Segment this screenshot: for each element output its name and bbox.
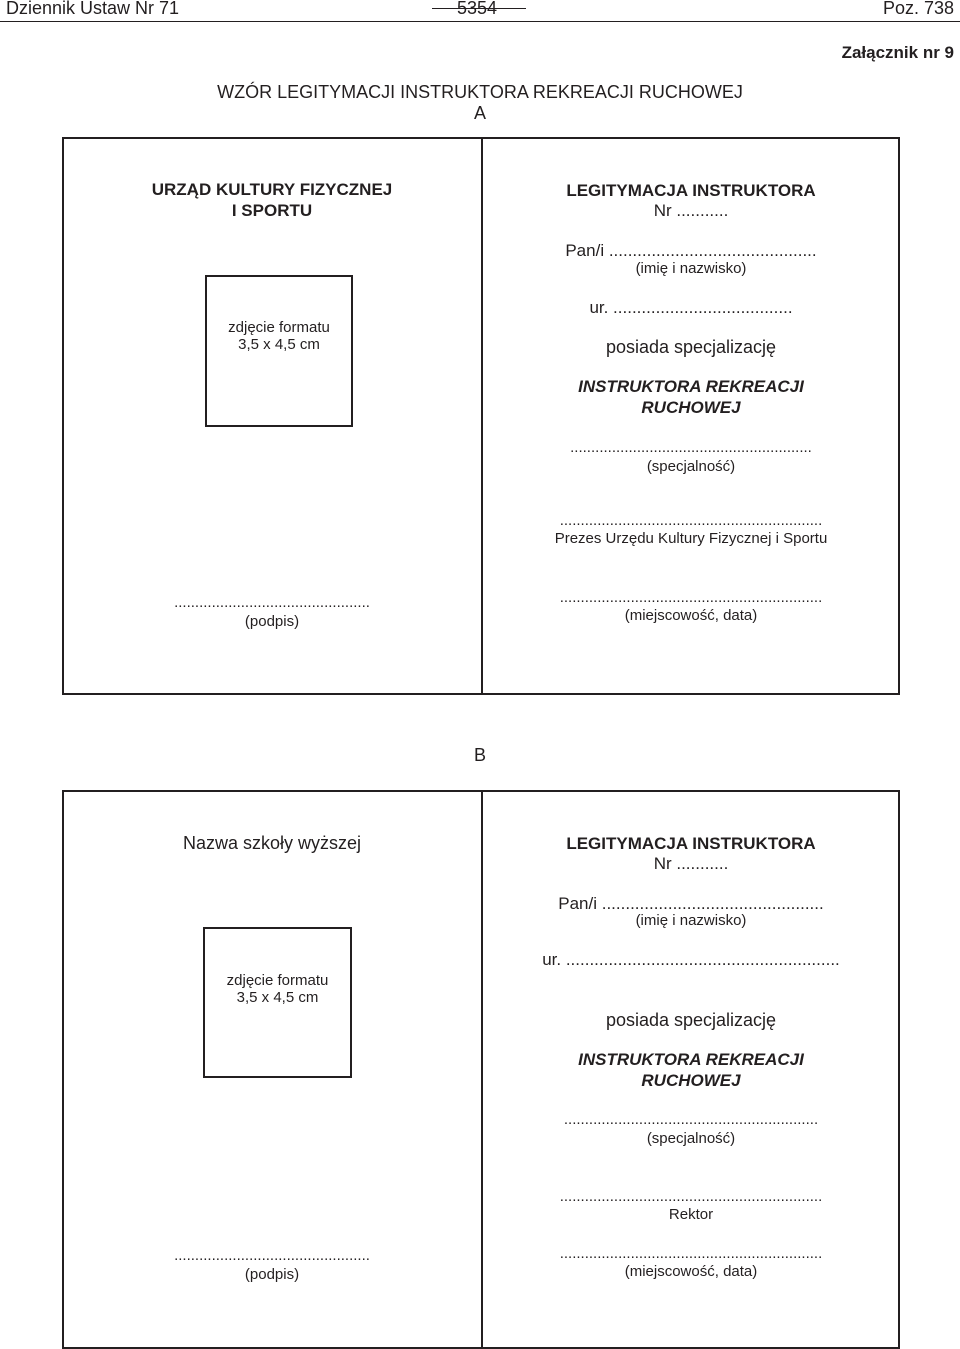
card-b-place-date-label: (miejscowość, data) (624, 1263, 758, 1280)
card-b-name-label: (imię i nazwisko) (635, 912, 747, 929)
card-b-specialization-line2: RUCHOWEJ (641, 1071, 741, 1090)
card-a-president-dots: ............................................................... (559, 512, 823, 529)
card-a-place-date-label: (miejscowość, data) (624, 607, 758, 624)
card-a-photo-size: 3,5 x 4,5 cm (238, 336, 320, 353)
header-dash-right (478, 8, 526, 9)
card-b-place-date-dots: ............................................................... (559, 1245, 823, 1262)
section-label-b: B (473, 745, 486, 765)
card-a-signature-dots: ............................................... (174, 594, 370, 611)
card-b-card-title: LEGITYMACJA INSTRUKTORA (566, 834, 816, 853)
card-b-photo-format: zdjęcie formatu (226, 972, 329, 989)
card-b-number: Nr ........... (653, 854, 729, 873)
card-a-specialty-dots: .......................................................... (570, 439, 812, 456)
card-a-birth-line: ur. ...................................... (589, 298, 793, 317)
card-a-issuer-line2: I SPORTU (231, 201, 313, 220)
card-a-specialization-line1: INSTRUKTORA REKREACJI (578, 377, 804, 396)
position-number: Poz. 738 (882, 0, 954, 18)
card-a-photo-format: zdjęcie formatu (228, 319, 330, 336)
card-a-specialty-label: (specjalność) (646, 458, 736, 475)
card-a-holds-specialization: posiada specjalizację (605, 337, 777, 357)
card-b-rector-label: Rektor (668, 1206, 714, 1223)
card-a-number: Nr ........... (653, 201, 729, 220)
card-b-signature-label: (podpis) (244, 1266, 300, 1283)
card-a-president-label: Prezes Urzędu Kultury Fizycznej i Sportu (554, 530, 828, 547)
journal-title: Dziennik Ustaw Nr 71 (6, 0, 180, 18)
card-a-name-label: (imię i nazwisko) (635, 260, 747, 277)
card-a-issuer-line1: URZĄD KULTURY FIZYCZNEJ (151, 180, 393, 199)
card-b-signature-dots: ............................................... (174, 1247, 370, 1264)
page-number: 5354 (457, 0, 498, 18)
card-a-place-date-dots: ............................................................... (559, 589, 823, 606)
card-a-name-line: Pan/i ............................................ (565, 241, 817, 260)
card-b-issuer: Nazwa szkoły wyższej (182, 833, 362, 853)
card-b-specialty-label: (specjalność) (646, 1130, 736, 1147)
annex-label: Załącznik nr 9 (841, 43, 954, 62)
card-b-specialization-line1: INSTRUKTORA REKREACJI (578, 1050, 804, 1069)
card-a-card-title: LEGITYMACJA INSTRUKTORA (566, 181, 816, 200)
section-label-a: A (473, 103, 486, 123)
card-b-holds-specialization: posiada specjalizację (605, 1010, 777, 1030)
card-a-specialization-line2: RUCHOWEJ (641, 398, 741, 417)
card-b-rector-dots: ............................................................... (559, 1188, 823, 1205)
card-b-birth-line: ur. .......................................................... (542, 950, 840, 969)
card-b-specialty-dots: ............................................................. (563, 1111, 819, 1128)
card-a-signature-label: (podpis) (244, 613, 300, 630)
document-title: WZÓR LEGITYMACJI INSTRUKTORA REKREACJI RUCHOWEJ (217, 82, 743, 102)
card-b-name-line: Pan/i ............................................... (558, 894, 824, 913)
card-b-photo-size: 3,5 x 4,5 cm (236, 989, 319, 1006)
header-rule (0, 21, 960, 22)
